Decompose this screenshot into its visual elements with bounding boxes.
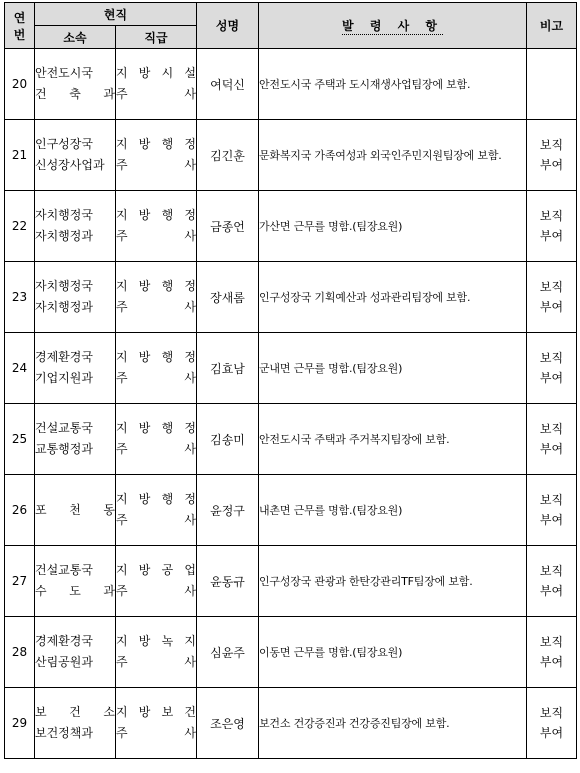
department-line-2: 신성장사업과	[35, 158, 105, 172]
note-line-2: 부여	[539, 726, 564, 740]
row-note	[527, 49, 577, 120]
table-row	[5, 262, 577, 333]
row-department	[35, 120, 116, 191]
note-line-1: 보직	[539, 635, 564, 649]
department-line-1: 경제환경국	[35, 634, 93, 648]
table-row	[5, 688, 577, 759]
department-line-1: 건설교통국	[35, 563, 93, 577]
header-current-position: 현직	[35, 3, 197, 26]
row-note	[527, 546, 577, 617]
header-number-top: 연	[13, 10, 26, 25]
table-row	[5, 475, 577, 546]
department-line-1: 인구성장국	[35, 137, 93, 151]
header-number	[5, 3, 35, 49]
row-number: 24	[5, 333, 35, 404]
header-order-label: 발 령 사 항	[342, 18, 443, 33]
row-number: 21	[5, 120, 35, 191]
row-department	[35, 262, 116, 333]
note-line-2: 부여	[539, 300, 564, 314]
department-line-2: 기업지원과	[35, 371, 93, 385]
header-number-bottom: 번	[13, 27, 26, 42]
note-line-2: 부여	[539, 655, 564, 669]
rank-line-2: 주 사	[116, 87, 196, 101]
row-order: 안전도시국 주택과 도시재생사업팀장에 보함.	[259, 49, 527, 120]
row-order: 내촌면 근무를 명함.(팀장요원)	[259, 475, 527, 546]
department-line-2: 자치행정과	[35, 300, 93, 314]
row-number: 28	[5, 617, 35, 688]
row-order: 인구성장국 관광과 한탄강관리TF팀장에 보함.	[259, 546, 527, 617]
department-line-2: 건 축 과	[35, 87, 115, 101]
note-line-2: 부여	[539, 584, 564, 598]
row-number: 26	[5, 475, 35, 546]
note-line-1: 보직	[539, 351, 564, 365]
row-order: 문화복지국 가족여성과 외국인주민지원팀장에 보함.	[259, 120, 527, 191]
header-order	[259, 3, 527, 49]
department-line-1: 건설교통국	[35, 421, 93, 435]
note-line-2: 부여	[539, 371, 564, 385]
row-note	[527, 120, 577, 191]
table-row	[5, 333, 577, 404]
header-department: 소속	[35, 26, 116, 49]
rank-line-1: 지 방 행 정	[116, 350, 196, 364]
row-order: 인구성장국 기획예산과 성과관리팀장에 보함.	[259, 262, 527, 333]
row-department	[35, 333, 116, 404]
row-number: 27	[5, 546, 35, 617]
table-row	[5, 49, 577, 120]
department-line-1: 안전도시국	[35, 66, 93, 80]
department-line-2: 보건정책과	[35, 726, 93, 740]
row-name: 김효남	[197, 333, 259, 404]
table-row	[5, 191, 577, 262]
rank-line-1: 지 방 행 정	[116, 279, 196, 293]
table-row	[5, 617, 577, 688]
table-header	[5, 3, 577, 49]
row-department	[35, 191, 116, 262]
row-department	[35, 688, 116, 759]
row-name: 여덕신	[197, 49, 259, 120]
note-line-1: 보직	[539, 564, 564, 578]
rank-line-1: 지 방 보 건	[116, 705, 196, 719]
row-number: 22	[5, 191, 35, 262]
row-note	[527, 191, 577, 262]
row-order: 군내면 근무를 명함.(팀장요원)	[259, 333, 527, 404]
rank-line-2: 주 사	[116, 513, 196, 527]
row-number: 25	[5, 404, 35, 475]
row-number: 29	[5, 688, 35, 759]
row-name: 조은영	[197, 688, 259, 759]
row-department	[35, 404, 116, 475]
table-row	[5, 404, 577, 475]
row-number: 20	[5, 49, 35, 120]
row-name: 김긴훈	[197, 120, 259, 191]
rank-line-2: 주 사	[116, 300, 196, 314]
row-rank	[116, 688, 197, 759]
row-name: 김송미	[197, 404, 259, 475]
personnel-table	[4, 2, 577, 759]
row-name: 윤동규	[197, 546, 259, 617]
row-name: 윤정구	[197, 475, 259, 546]
department-line-2: 자치행정과	[35, 229, 93, 243]
department-line-1: 자치행정국	[35, 208, 93, 222]
row-name: 장새롬	[197, 262, 259, 333]
note-line-2: 부여	[539, 158, 564, 172]
row-rank	[116, 404, 197, 475]
row-note	[527, 475, 577, 546]
row-note	[527, 688, 577, 759]
row-name: 금종언	[197, 191, 259, 262]
row-rank	[116, 120, 197, 191]
department-line-2: 교통행정과	[35, 442, 93, 456]
rank-line-2: 주 사	[116, 584, 196, 598]
row-order: 안전도시국 주택과 주거복지팀장에 보함.	[259, 404, 527, 475]
note-line-1: 보직	[539, 706, 564, 720]
rank-line-1: 지 방 행 정	[116, 208, 196, 222]
note-line-2: 부여	[539, 513, 564, 527]
row-order: 이동면 근무를 명함.(팀장요원)	[259, 617, 527, 688]
rank-line-2: 주 사	[116, 726, 196, 740]
row-order: 보건소 건강증진과 건강증진팀장에 보함.	[259, 688, 527, 759]
row-department	[35, 475, 116, 546]
note-line-1: 보직	[539, 493, 564, 507]
note-line-1: 보직	[539, 422, 564, 436]
row-rank	[116, 546, 197, 617]
row-note	[527, 617, 577, 688]
rank-line-2: 주 사	[116, 229, 196, 243]
rank-line-1: 지 방 행 정	[116, 137, 196, 151]
note-line-1: 보직	[539, 138, 564, 152]
header-note: 비고	[527, 3, 577, 49]
rank-line-1: 지 방 행 정	[116, 421, 196, 435]
department-line-2: 산림공원과	[35, 655, 93, 669]
row-rank	[116, 191, 197, 262]
rank-line-2: 주 사	[116, 371, 196, 385]
rank-line-1: 지 방 공 업	[116, 563, 196, 577]
row-rank	[116, 475, 197, 546]
rank-line-1: 지 방 녹 지	[116, 634, 196, 648]
row-department	[35, 617, 116, 688]
note-line-1: 보직	[539, 280, 564, 294]
row-order: 가산면 근무를 명함.(팀장요원)	[259, 191, 527, 262]
department-line-1: 자치행정국	[35, 279, 93, 293]
note-line-2: 부여	[539, 442, 564, 456]
row-note	[527, 404, 577, 475]
header-rank: 직급	[116, 26, 197, 49]
row-note	[527, 262, 577, 333]
note-line-2: 부여	[539, 229, 564, 243]
rank-line-1: 지 방 행 정	[116, 492, 196, 506]
row-rank	[116, 333, 197, 404]
row-note	[527, 333, 577, 404]
rank-line-2: 주 사	[116, 655, 196, 669]
department-line-1: 보 건 소	[35, 705, 115, 719]
row-department	[35, 49, 116, 120]
row-rank	[116, 617, 197, 688]
rank-line-1: 지 방 시 설	[116, 66, 196, 80]
row-rank	[116, 49, 197, 120]
table-row	[5, 120, 577, 191]
rank-line-2: 주 사	[116, 442, 196, 456]
department-line-1: 포 천 동	[35, 502, 115, 517]
table-row	[5, 546, 577, 617]
row-department	[35, 546, 116, 617]
note-line-1: 보직	[539, 209, 564, 223]
department-line-1: 경제환경국	[35, 350, 93, 364]
row-rank	[116, 262, 197, 333]
department-line-2: 수 도 과	[35, 584, 115, 598]
table-body	[5, 49, 577, 759]
rank-line-2: 주 사	[116, 158, 196, 172]
row-name: 심윤주	[197, 617, 259, 688]
row-number: 23	[5, 262, 35, 333]
header-name: 성명	[197, 3, 259, 49]
